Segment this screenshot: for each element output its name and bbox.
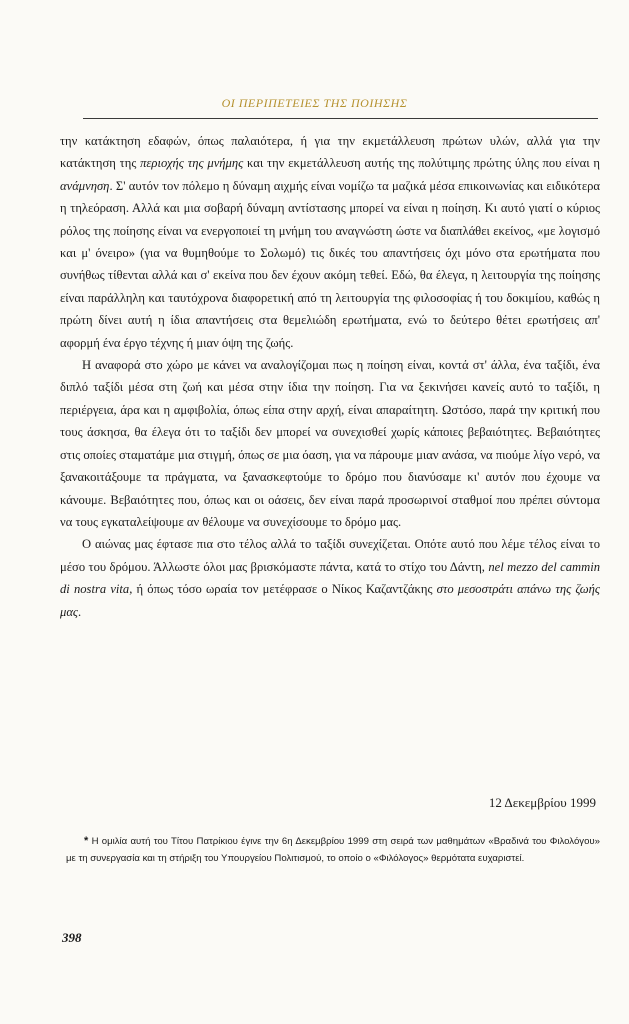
page-number: 398 (62, 930, 82, 945)
header-divider (83, 118, 598, 119)
text-run: την κατάκτηση εδαφών, όπως παλαιότερα, ή για την εκμετάλλευση πρώτων υλών, αλλά για την κατάκτηση της (60, 134, 600, 171)
paragraph-2: Η αναφορά στο χώρο με κάνει να αναλογίζομαι πως η ποίηση είναι, κοντά στ' άλλα, ένα ταξίδι, ένα διπλό ταξίδι μέσα στη ζωή και μέσα στην ίδια την ποίηση. Για να ξεκινήσει κανείς αυτό το ταξίδι, η περιέργεια, άρα και η αμφιβολία, όπως είπα στην αρχή, είναι απαραίτητη. Ωστόσο, παρά την κριτική που τους άσκησα, θα έλεγα ότι το ταξίδι δεν μπορεί να συνεχισθεί χωρίς κάποιες βεβαιότητες. Βεβαιότητες στις οποίες σταματάμε μια στιγμή, όπως σε μια όαση, για να πάρουμε μιαν ανάσα, να πιούμε λίγο νερό, να ξανακοιτάξουμε τα πράγματα, να ξανασκεφτούμε το δρόμο που διανύσαμε κι' αυτόν που έχουμε να κάνουμε. Βεβαιότητες που, όπως και οι οάσεις, δεν είναι παρά προσωρινοί σταθμοί που πρέπει σύντομα να τους εγκαταλείψουμε αν θέλουμε να συνεχίσουμε το δρόμο μας. (60, 358, 600, 529)
text-run: και την εκμετάλλευση αυτής της πολύτιμης πρώτης ύλης που είναι η (243, 156, 600, 171)
text-run: Ο αιώνας μας έφτασε πια στο τέλος αλλά το ταξίδι συνεχίζεται. Οπότε αυτό που λέμε τέλος είναι το μέσο του δρόμου. Άλλωστε όλοι μας βρισκόμαστε πάντα, κατά το στίχο του Δάντη, (60, 537, 600, 574)
italic-quote: nel mezzo del cammin di nostra vita (60, 559, 600, 597)
main-text (60, 130, 600, 623)
footnote-mark: * (84, 835, 89, 847)
italic-quote: στο μεσοστράτι απάνω της ζωής μας (60, 582, 600, 619)
text-run: . Σ' αυτόν τον πόλεμο η δύναμη αιχμής είναι νομίζω τα μαζικά μέσα επικοινωνίας και ειδικότερα η τηλεόραση. Αλλά και μια σοβαρή δύναμη αντίστασης μπορεί να είναι η ποίηση. Κι αυτό γιατί ο κύριος ρόλος της ποίησης είναι να ενεργοποιεί τη μνήμη του αναγνώστη ώστε να διαπλάθει εκείνος, «με λογισμό και μ' όνειρο» (για να θυμηθούμε το Σολωμό) τις δικές του απαντήσεις όχι μόνο στα ερωτήματα που συνήθως τίθενται αλλά και σ' εκείνα που δεν έχουν ακόμη τεθεί. Εδώ, θα έλεγα, η λειτουργία της ποίησης είναι παράλληλη και ταυτόχρονα διαφορετική από τη λειτουργία της φιλοσοφίας ή του δοκιμίου, καθώς η πρώτη δίνει αυτή η ίδια απαντήσεις στα θεμελιώδη ερωτήματα, ενώ το δεύτερο θέτει ερωτήσεις απ' αφορμή ένα έργο τέχνης ή μιαν όψη της ζωής. (60, 178, 600, 350)
footnote (66, 833, 600, 867)
paragraph-1 (60, 130, 600, 354)
text-run: , ή όπως τόσο ωραία τον μετέφρασε ο Νίκος Καζαντζάκης (129, 582, 437, 597)
paragraph-3 (60, 533, 600, 623)
italic-run: περιοχής της μνήμης (140, 156, 244, 171)
italic-run: ανάμνηση (60, 178, 110, 193)
running-header: ΟΙ ΠΕΡΙΠΕΤΕΙΕΣ ΤΗΣ ΠΟΙΗΣΗΣ (221, 96, 408, 110)
footnote-text: Η ομιλία αυτή του Τίτου Πατρίκιου έγινε την 6η Δεκεμβρίου 1999 στη σειρά των μαθημάτων «Βραδινά του Φιλολόγου» με τη συνεργασία και τη στήριξη του Υπουργείου Πολιτισμού, το οποίο ο «Φιλόλογος» θερμότατα ευχαριστεί. (66, 836, 600, 865)
date-signature: 12 Δεκεμβρίου 1999 (488, 795, 596, 810)
text-run: . (78, 604, 82, 619)
